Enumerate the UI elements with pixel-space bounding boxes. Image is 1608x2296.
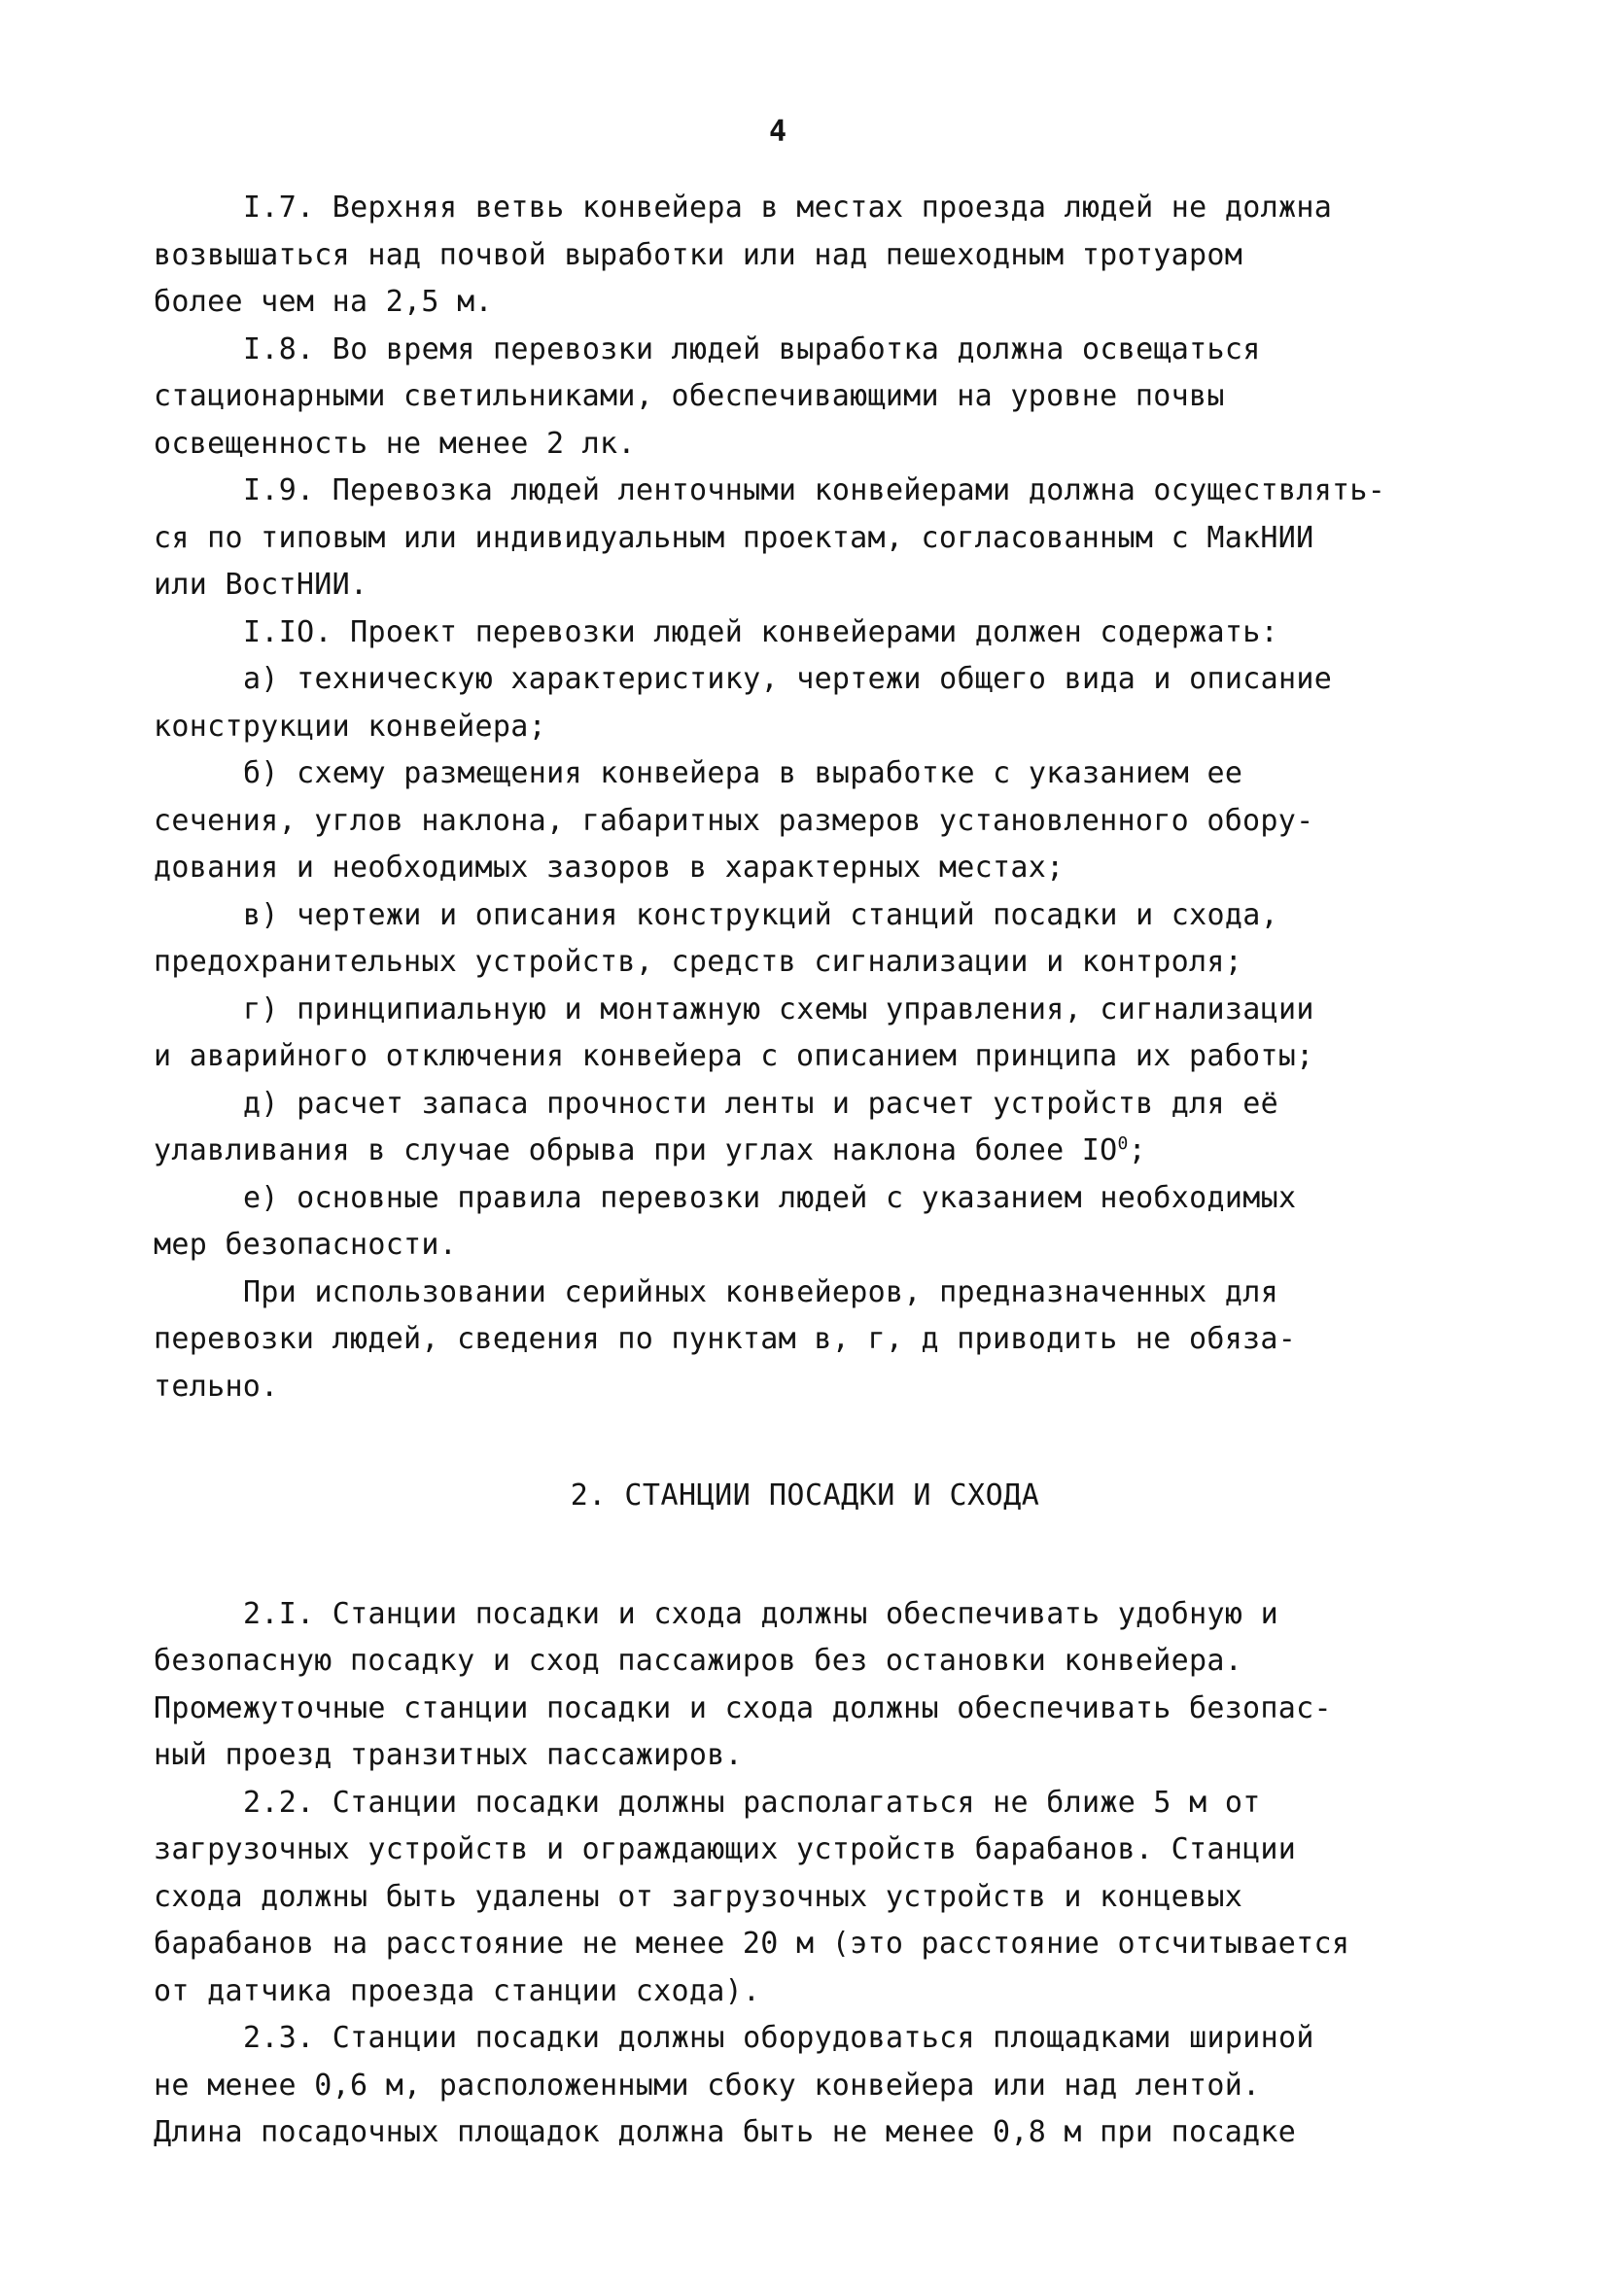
- paragraph-line: I.8. Во время перевозки людей выработка должна освещаться: [243, 331, 1261, 366]
- paragraph-line: 2.2. Станции посадки должны располагаться не ближе 5 м от: [243, 1785, 1261, 1820]
- list-item-line: д) расчет запаса прочности ленты и расчет устройств для её: [243, 1086, 1278, 1121]
- list-item-line: в) чертежи и описания конструкций станций посадки и схода,: [243, 897, 1278, 932]
- paragraph-line: освещенность не менее 2 лк.: [154, 426, 636, 461]
- paragraph-line: более чем на 2,5 м.: [154, 285, 493, 319]
- paragraph-line: барабанов на расстояние не менее 20 м (это расстояние отсчитывается: [154, 1927, 1350, 1961]
- degree-superscript: 0: [1117, 1133, 1129, 1154]
- paragraph-line: загрузочных устройств и ограждающих устройств барабанов. Станции: [154, 1832, 1297, 1866]
- list-item-line: мер безопасности.: [154, 1228, 458, 1262]
- page-number: 4: [768, 115, 787, 149]
- list-item-line: сечения, углов наклона, габаритных размеров установленного обору-: [154, 803, 1314, 838]
- paragraph-line: тельно.: [154, 1369, 279, 1404]
- list-item-line: дования и необходимых зазоров в характерных местах;: [154, 851, 1065, 885]
- paragraph-line: При использовании серийных конвейеров, предназначенных для: [243, 1274, 1278, 1309]
- paragraph-line: от датчика проезда станции схода).: [154, 1973, 761, 2008]
- paragraph-line: Длина посадочных площадок должна быть не менее 0,8 м при посадке: [154, 2115, 1297, 2149]
- paragraph-line: схода должны быть удалены от загрузочных устройств и концевых: [154, 1879, 1243, 1914]
- list-item-line: предохранительных устройств, средств сигнализации и контроля;: [154, 945, 1243, 979]
- list-item-line: б) схему размещения конвейера в выработке с указанием ее: [243, 756, 1243, 790]
- list-item-line: конструкции конвейера;: [154, 709, 546, 744]
- paragraph-line: ный проезд транзитных пассажиров.: [154, 1738, 743, 1772]
- paragraph-line: перевозки людей, сведения по пунктам в, г, д приводить не обяза-: [154, 1322, 1297, 1356]
- paragraph-line: ся по типовым или индивидуальным проектам, согласованным с МакНИИ: [154, 520, 1314, 555]
- document-body: [154, 185, 1417, 2157]
- list-item-end: ;: [1128, 1133, 1147, 1167]
- paragraph-line: безопасную посадку и сход пассажиров без остановки конвейера.: [154, 1644, 1243, 1678]
- list-item-line: е) основные правила перевозки людей с указанием необходимых: [243, 1180, 1297, 1215]
- paragraph-line: 2.3. Станции посадки должны оборудоваться площадками шириной: [243, 2021, 1314, 2055]
- paragraph-line: Промежуточные станции посадки и схода должны обеспечивать безопас-: [154, 1690, 1332, 1725]
- paragraph-line: 2.I. Станции посадки и схода должны обеспечивать удобную и: [243, 1596, 1278, 1631]
- list-item-text: улавливания в случае обрыва при углах наклона более IO: [154, 1133, 1118, 1167]
- list-item-line: [154, 1128, 1417, 1175]
- list-item-line: а) техническую характеристику, чертежи общего вида и описание: [243, 662, 1333, 696]
- paragraph-line: не менее 0,6 м, расположенными сбоку конвейера или над лентой.: [154, 2068, 1261, 2103]
- paragraph-line: I.9. Перевозка людей ленточными конвейерами должна осуществлять-: [243, 473, 1386, 507]
- paragraph-line: возвышаться над почвой выработки или над пешеходным тротуаром: [154, 237, 1243, 272]
- section-heading: 2. СТАНЦИИ ПОСАДКИ И СХОДА: [570, 1478, 1040, 1513]
- list-item-line: г) принципиальную и монтажную схемы управления, сигнализации: [243, 991, 1314, 1026]
- paragraph-line: или ВостНИИ.: [154, 568, 368, 602]
- paragraph-line: I.7. Верхняя ветвь конвейера в местах проезда людей не должна: [243, 191, 1333, 225]
- paragraph-line: стационарными светильниками, обеспечивающими на уровне почвы: [154, 379, 1225, 413]
- paragraph-line: I.IO. Проект перевозки людей конвейерами должен содержать:: [243, 614, 1278, 649]
- list-item-line: и аварийного отключения конвейера с описанием принципа их работы;: [154, 1039, 1314, 1073]
